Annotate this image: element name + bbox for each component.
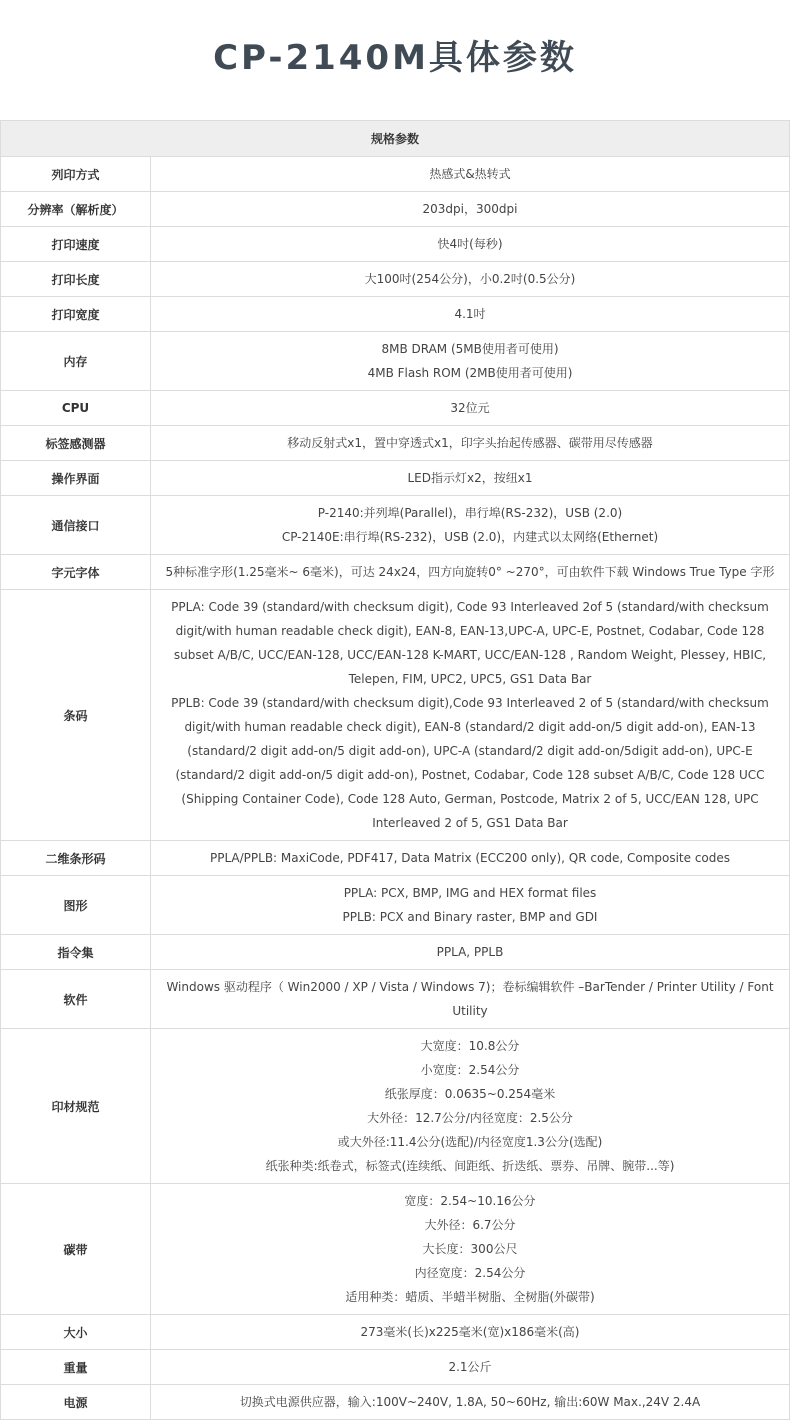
table-row xyxy=(1,876,790,935)
table-row xyxy=(1,157,790,192)
spec-value xyxy=(151,935,790,970)
spec-value xyxy=(151,1385,790,1420)
spec-label: 软件 xyxy=(1,970,151,1029)
spec-label: 大小 xyxy=(1,1315,151,1350)
spec-value-line: 5种标准字形(1.25毫米~ 6毫米)，可达 24x24，四方向旋转0° ~270°，可由软件下载 Windows True Type 字形 xyxy=(165,565,775,579)
spec-table xyxy=(0,120,790,1420)
table-row xyxy=(1,297,790,332)
table-row xyxy=(1,227,790,262)
spec-value-line: 8MB DRAM (5MB使用者可使用) xyxy=(381,342,559,356)
spec-label: 列印方式 xyxy=(1,157,151,192)
spec-label: 条码 xyxy=(1,590,151,841)
table-header: 规格参数 xyxy=(1,121,790,157)
spec-value xyxy=(151,157,790,192)
spec-label: 字元字体 xyxy=(1,555,151,590)
spec-value xyxy=(151,391,790,426)
spec-value xyxy=(151,970,790,1029)
table-row xyxy=(1,262,790,297)
spec-value-line: 小宽度：2.54公分 xyxy=(420,1063,520,1077)
spec-value-line: 大宽度：10.8公分 xyxy=(420,1039,520,1053)
table-row xyxy=(1,1385,790,1420)
table-row xyxy=(1,970,790,1029)
table-row xyxy=(1,555,790,590)
spec-value-line: PPLA/PPLB: MaxiCode, PDF417, Data Matrix (ECC200 only), QR code, Composite codes xyxy=(209,851,731,865)
spec-value xyxy=(151,1315,790,1350)
spec-label: CPU xyxy=(1,391,151,426)
spec-value-line: 203dpi，300dpi xyxy=(422,202,518,216)
spec-value xyxy=(151,841,790,876)
table-row xyxy=(1,496,790,555)
table-row xyxy=(1,461,790,496)
spec-value xyxy=(151,227,790,262)
spec-label: 内存 xyxy=(1,332,151,391)
spec-value xyxy=(151,1184,790,1315)
spec-label: 二维条形码 xyxy=(1,841,151,876)
spec-label: 操作界面 xyxy=(1,461,151,496)
spec-value-line: 内径宽度：2.54公分 xyxy=(414,1266,526,1280)
spec-value-line: 2.1公斤 xyxy=(448,1360,492,1374)
spec-value-line: 切换式电源供应器，输入:100V~240V, 1.8A, 50~60Hz, 输出:60W Max.,24V 2.4A xyxy=(239,1395,701,1409)
spec-label: 分辨率（解析度） xyxy=(1,192,151,227)
spec-value xyxy=(151,262,790,297)
spec-value xyxy=(151,192,790,227)
spec-value xyxy=(151,496,790,555)
table-row xyxy=(1,841,790,876)
spec-label: 指令集 xyxy=(1,935,151,970)
table-row xyxy=(1,590,790,841)
spec-label: 图形 xyxy=(1,876,151,935)
spec-value-line: 纸张厚度：0.0635~0.254毫米 xyxy=(384,1087,556,1101)
spec-value-line: 4.1吋 xyxy=(454,307,486,321)
spec-value-line: 273毫米(长)x225毫米(宽)x186毫米(高) xyxy=(360,1325,580,1339)
table-header-row xyxy=(1,121,790,157)
spec-label: 标签感测器 xyxy=(1,426,151,461)
spec-value xyxy=(151,1350,790,1385)
table-row xyxy=(1,391,790,426)
spec-label: 重量 xyxy=(1,1350,151,1385)
spec-value xyxy=(151,332,790,391)
spec-value-line: CP-2140E:串行埠(RS-232)，USB (2.0)，内建式以太网络(Ethernet) xyxy=(281,530,659,544)
spec-value xyxy=(151,1029,790,1184)
spec-value-line: 移动反射式x1，置中穿透式x1，印字头抬起传感器、碳带用尽传感器 xyxy=(287,436,653,450)
spec-value xyxy=(151,555,790,590)
table-row xyxy=(1,935,790,970)
table-row xyxy=(1,1315,790,1350)
table-row xyxy=(1,1029,790,1184)
spec-value-line: 大100吋(254公分)，小0.2吋(0.5公分) xyxy=(364,272,576,286)
spec-value xyxy=(151,876,790,935)
spec-value-line: 适用种类：蜡质、半蜡半树脂、全树脂(外碳带) xyxy=(345,1290,595,1304)
spec-value xyxy=(151,590,790,841)
spec-table-body xyxy=(1,157,790,1420)
spec-label: 打印长度 xyxy=(1,262,151,297)
spec-value-line: 快4吋(每秒) xyxy=(437,237,503,251)
spec-value-line: 大外径：12.7公分/内径宽度：2.5公分 xyxy=(367,1111,573,1125)
spec-value xyxy=(151,297,790,332)
table-row xyxy=(1,192,790,227)
spec-value xyxy=(151,426,790,461)
spec-value-line: PPLA: PCX, BMP, IMG and HEX format files xyxy=(343,886,597,900)
table-row xyxy=(1,1350,790,1385)
spec-value-line: LED指示灯x2，按纽x1 xyxy=(407,471,533,485)
spec-label: 打印宽度 xyxy=(1,297,151,332)
spec-value xyxy=(151,461,790,496)
spec-value-line: 宽度：2.54~10.16公分 xyxy=(404,1194,536,1208)
page-title: CP-2140M具体参数 xyxy=(213,38,577,78)
spec-value-line: 32位元 xyxy=(450,401,490,415)
spec-value-line: 大长度：300公尺 xyxy=(422,1242,518,1256)
spec-value-line: PPLA, PPLB xyxy=(436,945,504,959)
spec-value-line: P-2140:并列埠(Parallel)，串行埠(RS-232)，USB (2.0) xyxy=(317,506,623,520)
spec-value-line: 或大外径:11.4公分(选配)/内径宽度1.3公分(选配) xyxy=(337,1135,603,1149)
spec-label: 通信接口 xyxy=(1,496,151,555)
spec-label: 印材规范 xyxy=(1,1029,151,1184)
spec-value-line: PPLA: Code 39 (standard/with checksum digit), Code 93 Interleaved 2of 5 (standard/with checksum digit/with human readable check digit), EAN-8, EAN-13,UPC-A, UPC-E, Postnet, Codabar, Code 128 subset A/B/C, UCC/EAN-128, UCC/EAN-128 K-MART, UCC/EAN-128 , Random Weight, Plessey, HBIC, Telepen, FIM, UPC2, UPC5, GS1 Data Bar xyxy=(171,600,769,686)
spec-value-line: PPLB: Code 39 (standard/with checksum digit),Code 93 Interleaved 2 of 5 (standard/with checksum digit/with human readable check digit), EAN-8 (standard/2 digit add-on/5 digit add-on), EAN-13 (standard/2 digit add-on/5 digit add-on), UPC-A (standard/2 digit add-on/5digit add-on), UPC-E (standard/2 digit add-on/5 digit add-on), Postnet, Codabar, Code 128 subset A/B/C, Code 128 UCC (Shipping Container Code), Code 128 Auto, German, Postcode, Matrix 2 of 5, UCC/EAN 128, UPC Interleaved 2 of 5, GS1 Data Bar xyxy=(171,696,769,830)
spec-value-line: Windows 驱动程序（ Win2000 / XP / Vista / Windows 7)；卷标编辑软件 –BarTender / Printer Utility / Font Utility xyxy=(166,980,774,1018)
spec-value-line: 大外径：6.7公分 xyxy=(424,1218,516,1232)
spec-label: 碳带 xyxy=(1,1184,151,1315)
table-row xyxy=(1,332,790,391)
spec-value-line: 纸张种类:纸卷式，标签式(连续纸、间距纸、折迭纸、票券、吊牌、腕带...等) xyxy=(265,1159,675,1173)
spec-label: 打印速度 xyxy=(1,227,151,262)
table-row xyxy=(1,1184,790,1315)
spec-label: 电源 xyxy=(1,1385,151,1420)
spec-value-line: 4MB Flash ROM (2MB使用者可使用) xyxy=(367,366,573,380)
table-row xyxy=(1,426,790,461)
spec-value-line: 热感式&热转式 xyxy=(429,167,511,181)
spec-value-line: PPLB: PCX and Binary raster, BMP and GDI xyxy=(342,910,598,924)
